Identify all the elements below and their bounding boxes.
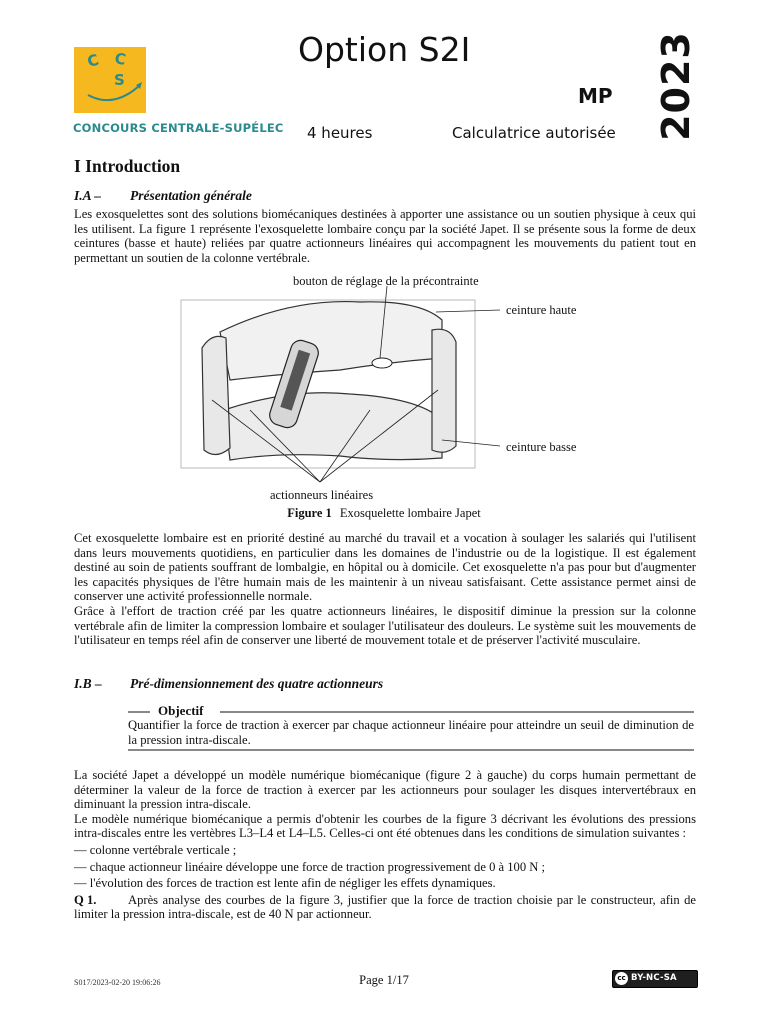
description-paragraphs xyxy=(74,531,696,648)
paragraph: Le modèle numérique biomécanique a permis d'obtenir les courbes de la figure 3 décrivant les évolutions des pressions intra-discales entre les vertèbres L3–L4 et L4–L5. Celles-ci ont été obtenues dans les conditions de simulation suivantes : xyxy=(74,811,696,841)
duration-label: 4 heures xyxy=(307,124,373,142)
subsection-b-number: I.B – xyxy=(74,676,102,691)
label-upper-belt: ceinture haute xyxy=(506,303,577,317)
svg-text:C: C xyxy=(113,49,128,69)
figure-exoskeleton xyxy=(180,270,700,510)
objective-text: Quantifier la force de traction à exercer par chaque actionneur linéaire pour atteindre un seuil de diminution de la pression intra-discale. xyxy=(128,718,694,747)
track-label: MP xyxy=(578,84,613,108)
condition-item: — colonne vertébrale verticale ; xyxy=(74,842,237,857)
label-linear-actuators: actionneurs linéaires xyxy=(270,488,374,502)
condition-item: — chaque actionneur linéaire développe une force de traction progressivement de 0 à 100 N ; xyxy=(74,859,546,874)
question-label: Q 1. xyxy=(74,892,97,907)
intro-paragraph: Les exosquelettes sont des solutions biomécaniques destinées à apporter une assistance ou un soutien physique à ceux qui les utilisent. La figure 1 représente l'exosquelette lombaire conçu par la société Japet. Il se présente sous la forme de deux ceintures (basse et haute) reliées par quatre actionneurs linéaires qui accompagnent les mouvements du patient tout en permettant un soutien de la colonne vertébrale. xyxy=(74,207,696,265)
figure-caption-number: Figure 1 xyxy=(287,506,332,520)
section-heading: I Introduction xyxy=(74,156,181,176)
subsection-a-title: Présentation générale xyxy=(130,188,252,203)
svg-text:S: S xyxy=(114,71,125,89)
condition-item: — l'évolution des forces de traction est lente afin de négliger les effets dynamiques. xyxy=(74,876,496,891)
question xyxy=(74,893,696,922)
page-number: Page 1/17 xyxy=(359,973,409,987)
subsection-b-paragraphs xyxy=(74,768,696,922)
calculator-label: Calculatrice autorisée xyxy=(452,124,616,142)
figure-caption xyxy=(0,506,768,521)
objective-title: Objectif xyxy=(158,703,204,718)
label-preload-button: bouton de réglage de la précontrainte xyxy=(293,274,479,288)
paragraph: Grâce à l'effort de traction créé par les quatre actionneurs linéaires, le dispositif diminue la pression sur la colonne vertébrale afin de limiter la compression lombaire et soulager l'utilisateur des douleurs. Le système suit les mouvements de l'utilisateur en temps réel afin de conserver une liberté de mouvement totale et de préserver l'activité musculaire. xyxy=(74,603,696,648)
figure-caption-text: Exosquelette lombaire Japet xyxy=(339,506,481,520)
label-lower-belt: ceinture basse xyxy=(506,440,577,454)
svg-text:C: C xyxy=(85,50,101,71)
year-label: 2023 xyxy=(654,31,698,141)
subsection-b-title: Pré-dimensionnement des quatre actionneurs xyxy=(130,676,384,691)
license-badge xyxy=(612,970,698,988)
logo-text: CONCOURS CENTRALE-SUPÉLEC xyxy=(73,121,284,135)
subsection-a-heading xyxy=(74,188,252,204)
paragraph: La société Japet a développé un modèle numérique biomécanique (figure 2 à gauche) du corps humain permettant de déterminer la valeur de la force de traction à exercer par les actionneurs pour soulager les disques intervertébraux en diminuant la pression intra-discale. xyxy=(74,768,696,812)
question-text: Après analyse des courbes de la figure 3, justifier que la force de traction choisie par le constructeur, afin de limiter la pression intra-discale, est de 40 N par actionneur. xyxy=(74,892,696,922)
exoskeleton-illustration xyxy=(180,270,700,510)
page-title: Option S2I xyxy=(298,30,471,69)
footer-reference: S017/2023-02-20 19:06:26 xyxy=(74,978,161,987)
subsection-a-number: I.A – xyxy=(74,188,102,203)
license-text: BY-NC-SA xyxy=(631,973,677,983)
subsection-b-heading xyxy=(74,676,383,692)
logo xyxy=(74,47,146,113)
logo-graphic xyxy=(74,47,146,113)
cc-icon: cc xyxy=(615,972,628,985)
paragraph: Cet exosquelette lombaire est en priorité destiné au marché du travail et a vocation à soulager les salariés qui l'utilisent dans leurs mouvements quotidiens, en particulier dans les domaines de l'industrie ou de la logistique. Il est également destiné au soin de patients souffrant de lombalgie, en hôpital ou à domicile. Cet exosquelette n'a pas pour but d'augmenter les capacités physiques de l'être humain mais de les maintenir à un niveau satisfaisant. Cette assistance permet ainsi de conserver une activité professionnelle normale. xyxy=(74,531,696,604)
